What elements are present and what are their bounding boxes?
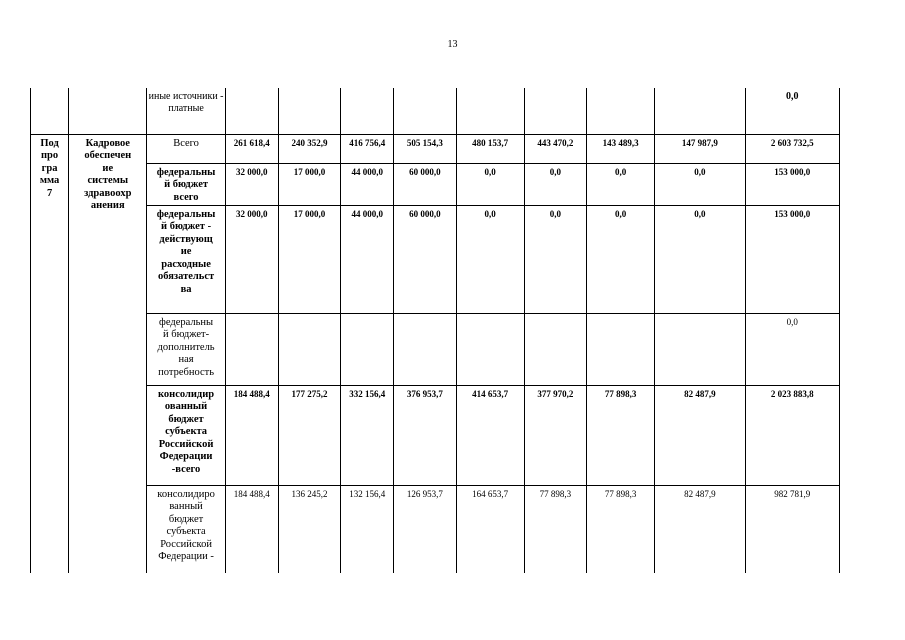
table-row [31,205,840,313]
value-cell: 480 153,7 [456,134,524,163]
source-cell: консолидир ованный бюджет субъекта Российской Федерации -всего [147,385,225,485]
value-cell: 416 756,4 [341,134,394,163]
table-row [31,134,840,163]
total-cell: 2 023 883,8 [745,385,839,485]
source-cell: федеральны й бюджет - действующ ие расходные обязательст ва [147,205,225,313]
value-cell: 32 000,0 [225,205,278,313]
table-cell [394,88,456,134]
value-cell: 0,0 [524,163,586,205]
table-cell [225,88,278,134]
table-row [31,163,840,205]
value-cell: 77 898,3 [586,385,654,485]
table-row [31,313,840,385]
value-cell [586,313,654,385]
value-cell: 184 488,4 [225,385,278,485]
source-cell: федеральны й бюджет всего [147,163,225,205]
total-cell: 0,0 [745,313,839,385]
total-cell: 153 000,0 [745,205,839,313]
value-cell: 0,0 [655,163,745,205]
value-cell: 32 000,0 [225,163,278,205]
value-cell: 443 470,2 [524,134,586,163]
source-cell: иные источники - платные [147,88,225,134]
value-cell: 77 898,3 [524,485,586,573]
source-cell: консолидиро ванный бюджет субъекта Российской Федерации - [147,485,225,573]
value-cell: 332 156,4 [341,385,394,485]
table-cell [31,88,69,134]
total-cell: 0,0 [745,88,839,134]
value-cell: 44 000,0 [341,205,394,313]
value-cell [225,313,278,385]
total-cell: 2 603 732,5 [745,134,839,163]
value-cell: 17 000,0 [278,163,340,205]
source-cell: федеральны й бюджет- дополнитель ная потребность [147,313,225,385]
value-cell: 136 245,2 [278,485,340,573]
value-cell: 0,0 [456,205,524,313]
page-number: 13 [447,39,458,50]
value-cell [278,313,340,385]
value-cell: 0,0 [456,163,524,205]
value-cell: 414 653,7 [456,385,524,485]
table-row [31,385,840,485]
value-cell [524,313,586,385]
value-cell: 505 154,3 [394,134,456,163]
value-cell: 126 953,7 [394,485,456,573]
table-cell [456,88,524,134]
value-cell: 60 000,0 [394,205,456,313]
value-cell [655,313,745,385]
value-cell: 0,0 [655,205,745,313]
value-cell: 376 953,7 [394,385,456,485]
budget-table [30,88,840,573]
value-cell [456,313,524,385]
total-cell: 153 000,0 [745,163,839,205]
table-cell [586,88,654,134]
table-cell [341,88,394,134]
subprogram-label: Под про гра мма 7 [31,134,69,573]
value-cell [341,313,394,385]
value-cell: 0,0 [524,205,586,313]
value-cell: 147 987,9 [655,134,745,163]
value-cell: 0,0 [586,205,654,313]
value-cell: 261 618,4 [225,134,278,163]
value-cell: 177 275,2 [278,385,340,485]
value-cell: 0,0 [586,163,654,205]
value-cell: 44 000,0 [341,163,394,205]
source-cell: Всего [147,134,225,163]
value-cell: 17 000,0 [278,205,340,313]
value-cell [394,313,456,385]
value-cell: 240 352,9 [278,134,340,163]
value-cell: 60 000,0 [394,163,456,205]
table-row [31,88,840,134]
table-row [31,485,840,573]
value-cell: 143 489,3 [586,134,654,163]
value-cell: 77 898,3 [586,485,654,573]
subprogram-name: Кадровое обеспечен ие системы здравоохр анения [69,134,147,573]
value-cell: 82 487,9 [655,485,745,573]
total-cell: 982 781,9 [745,485,839,573]
value-cell: 184 488,4 [225,485,278,573]
value-cell: 377 970,2 [524,385,586,485]
table-cell [524,88,586,134]
table-cell [655,88,745,134]
table-cell [69,88,147,134]
value-cell: 82 487,9 [655,385,745,485]
value-cell: 132 156,4 [341,485,394,573]
value-cell: 164 653,7 [456,485,524,573]
table-cell [278,88,340,134]
